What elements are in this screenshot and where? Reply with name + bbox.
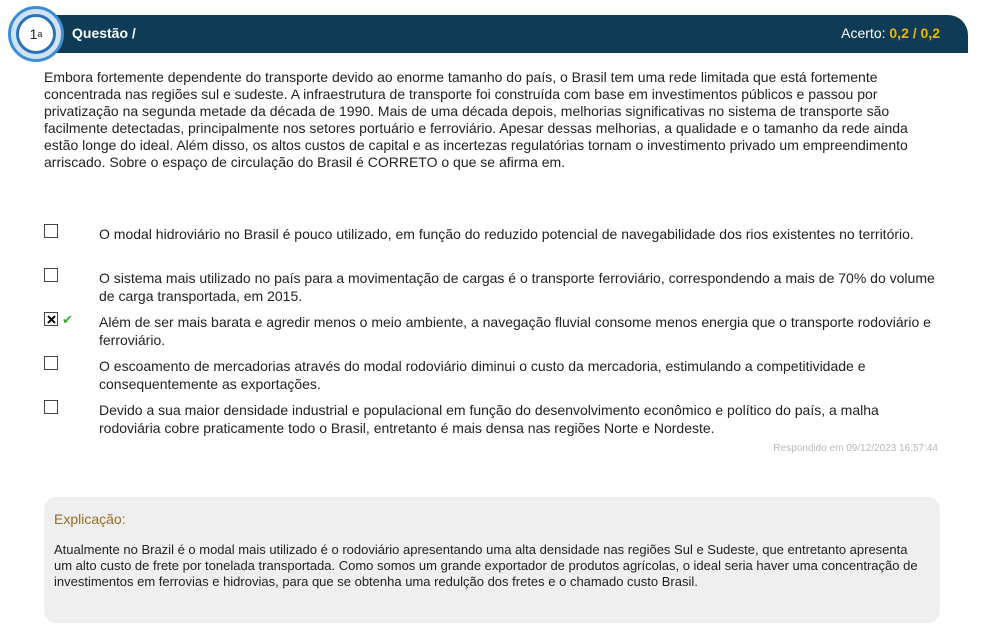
question-text: Embora fortemente dependente do transporte devido ao enorme tamanho do país, o Brasil tem uma rede limitada que está fortemente concentrada nas regiões sul e sudeste. A infraestrutura de transporte foi construída com base em investimentos públicos e passou por privatização na segunda metade da década de 1990. Mais de uma década depois, melhorias significativas no sistema de transporte são facilmente detectadas, principalmente nos setores portuário e ferroviário. Apesar dessas melhorias, a qualidade e o tamanho da rede ainda estão longe do ideal. Além disso, os altos custos de capital e as incertezas regulatórias tornam o investimento privado um empreendimento arriscado. Sobre o espaço de circulação do Brasil é CORRETO o que se afirma em. [44,69,908,170]
checkbox[interactable] [44,224,58,238]
score [841,25,940,41]
option-1[interactable] [44,222,944,266]
checkbox[interactable] [44,268,58,282]
question-number-sup: a [37,29,43,39]
score-label: Acerto: [841,25,886,41]
options-list [44,222,944,442]
option-3[interactable] [44,310,944,354]
option-text: O sistema mais utilizado no país para a movimentação de cargas é o transporte ferroviário, correspondendo a mais de 70% do volume de carga transportada, em 2015. [99,270,935,304]
checkbox[interactable] [44,400,58,414]
score-value: 0,2 [889,25,909,41]
option-text: O modal hidroviário no Brasil é pouco utilizado, em função do reduzido potencial de navegabilidade dos rios existentes no território. [99,226,914,242]
explanation-title: Explicação: [54,511,126,527]
question-number: 1 [29,26,38,42]
option-4[interactable] [44,354,944,398]
option-2[interactable] [44,266,944,310]
option-5[interactable] [44,398,944,442]
question-number-badge [8,6,64,62]
explanation-box [44,497,940,623]
answered-timestamp: Respondido em 09/12/2023 16:57:44 [773,443,938,454]
checkmark-icon: ✔ [62,312,73,327]
option-text: O escoamento de mercadorias através do modal rodoviário diminui o custo da mercadoria, estimulando a competitividade e consequentemente as exportações. [99,358,866,392]
score-max: 0,2 [920,25,940,41]
checkbox-x-icon[interactable] [44,312,58,326]
option-text: Além de ser mais barata e agredir menos o meio ambiente, a navegação fluvial consome menos energia que o transporte rodoviário e ferroviário. [99,314,931,348]
score-separator: / [912,25,921,41]
question-header [28,15,968,53]
question-title: Questão / [72,25,136,41]
option-text: Devido a sua maior densidade industrial e populacional em função do desenvolvimento econômico e político do país, a malha rodoviária cobre praticamente todo o Brasil, entretanto é mais densa nas regiões Norte e Nordeste. [99,402,879,436]
explanation-text: Atualmente no Brazil é o modal mais utilizado é o rodoviário apresentando uma alta densidade nas regiões Sul e Sudeste, que entretanto apresenta um alto custo de frete por tonelada transportada. Como somos um grande exportador de produtos agrícolas, o ideal seria haver uma concentração de investimentos em ferrovias e hidrovias, para que se obtenha uma redulção dos fretes e o chamado custo Brasil. [54,542,918,589]
checkbox[interactable] [44,356,58,370]
